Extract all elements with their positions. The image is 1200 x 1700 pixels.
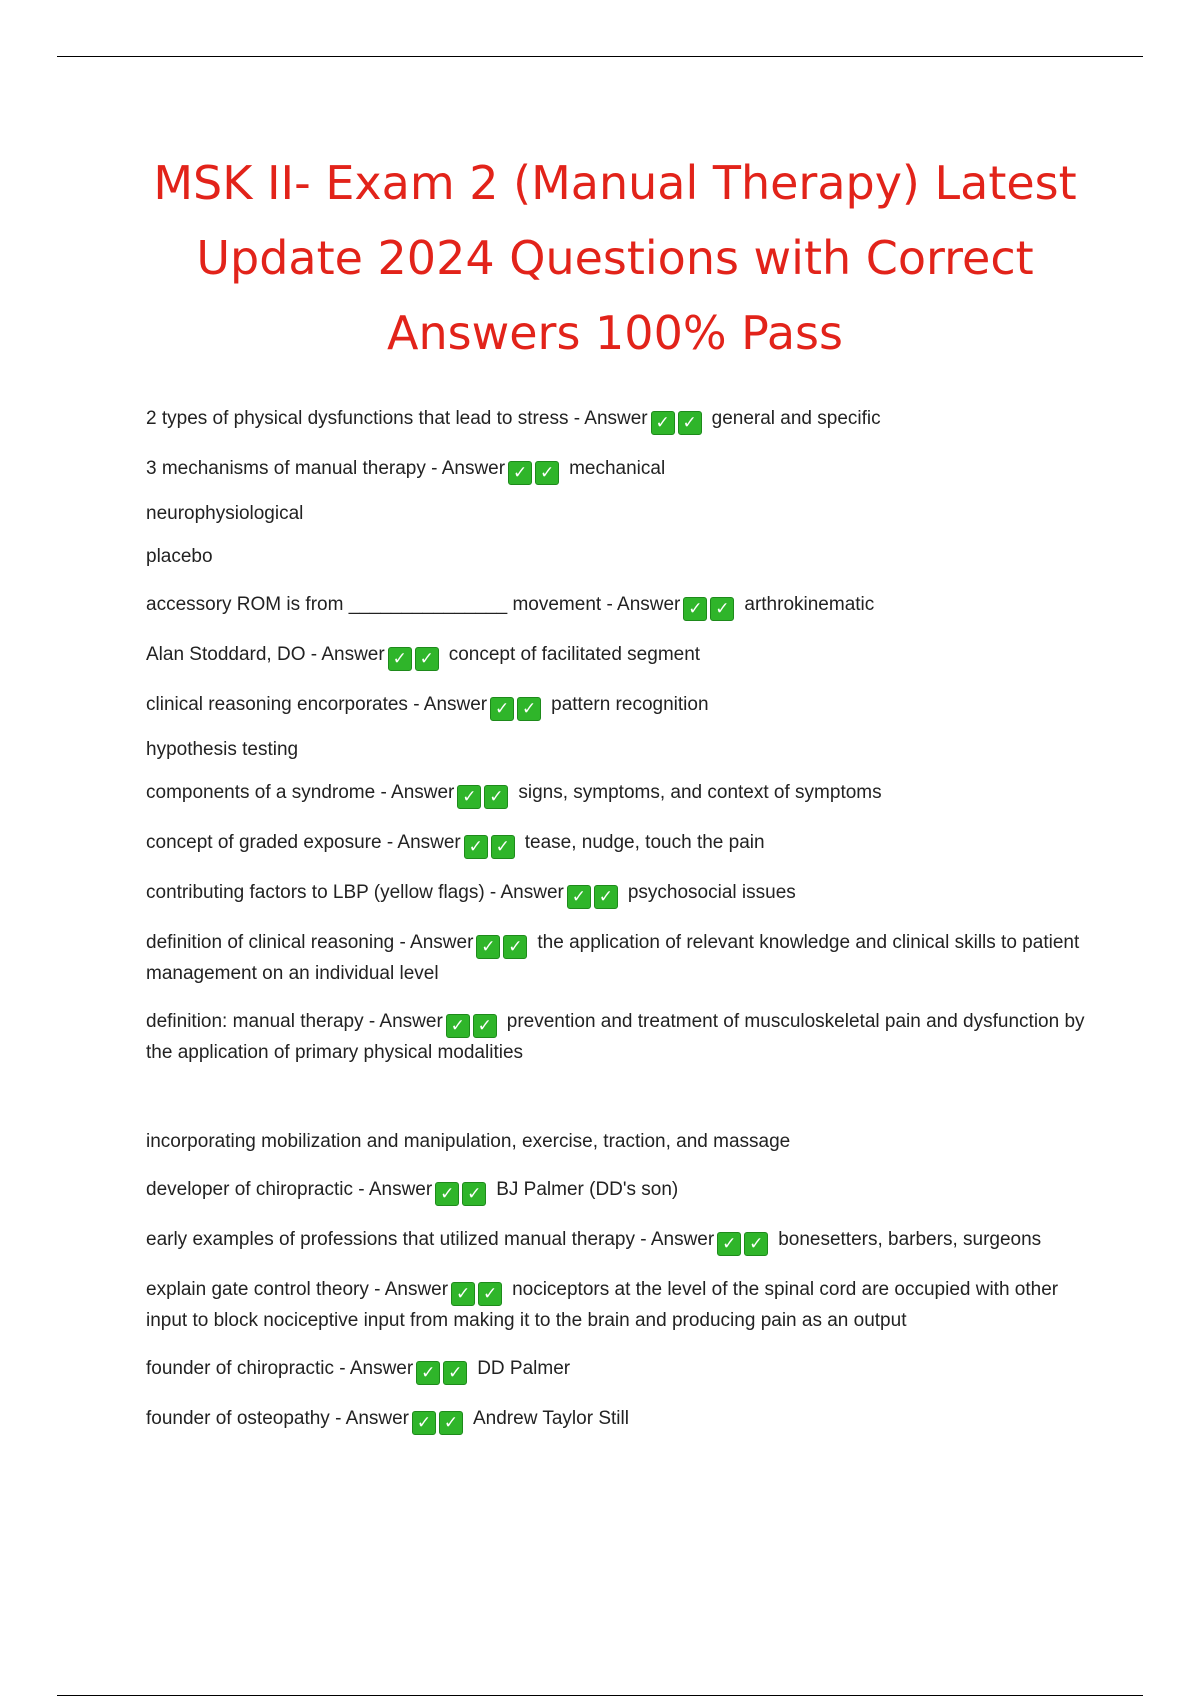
answer-label: Answer	[379, 1011, 443, 1032]
question-text: definition: manual therapy -	[146, 1011, 380, 1032]
check-mark-icon: ✓	[464, 835, 488, 859]
check-mark-icon: ✓	[594, 885, 618, 909]
answer-label: Answer	[500, 882, 564, 903]
answer-label: Answer	[650, 1229, 715, 1250]
check-mark-icon: ✓	[678, 411, 702, 435]
qa-list	[146, 385, 1091, 1435]
check-mark-icon: ✓	[491, 835, 515, 859]
answer-text: concept of facilitated segment	[448, 644, 701, 665]
answer-continuation: neurophysiological	[146, 503, 304, 524]
check-mark-icon: ✓	[443, 1361, 467, 1385]
answer-label: Answer	[617, 594, 681, 615]
qa-item	[146, 640, 1091, 671]
answer-label: Answer	[321, 644, 385, 665]
check-mark-icon: ✓	[517, 697, 541, 721]
answer-text: BJ Palmer (DD's son)	[496, 1179, 679, 1200]
check-mark-icon: ✓	[744, 1232, 768, 1256]
question-text: definition of clinical reasoning -	[146, 932, 411, 953]
answer-label: Answer	[423, 694, 488, 715]
answer-label: Answer	[384, 1279, 449, 1300]
question-text: Alan Stoddard, DO -	[146, 644, 322, 665]
top-rule	[57, 56, 1143, 57]
question-text: 2 types of physical dysfunctions that lead to stress -	[146, 408, 585, 429]
check-mark-icon: ✓	[473, 1014, 497, 1038]
check-mark-icon: ✓	[451, 1282, 475, 1306]
answer-text: DD Palmer	[477, 1358, 571, 1379]
check-mark-icon: ✓	[490, 697, 514, 721]
question-text: components of a syndrome -	[146, 782, 392, 803]
answer-continuation: hypothesis testing	[146, 739, 299, 760]
question-text: 3 mechanisms of manual therapy -	[146, 458, 442, 479]
check-mark-icon: ✓	[710, 597, 734, 621]
check-mark-icon: ✓	[484, 785, 508, 809]
check-mark-icon: ✓	[478, 1282, 502, 1306]
qa-item	[146, 1354, 1091, 1385]
document-title: MSK II- Exam 2 (Manual Therapy) Latest Update 2024 Questions with Correct Answers 100% Pass	[153, 156, 1077, 360]
qa-item	[146, 928, 1091, 988]
question-text: early examples of professions that utilized manual therapy -	[146, 1229, 651, 1250]
question-text: clinical reasoning encorporates -	[146, 694, 424, 715]
answer-text: the application of relevant knowledge and clinical skills to patient management on an individual level	[146, 932, 1080, 984]
answer-label: Answer	[397, 832, 461, 853]
answer-text: Andrew Taylor Still	[473, 1408, 629, 1429]
question-text: developer of chiropractic -	[146, 1179, 369, 1200]
answer-label: Answer	[349, 1358, 414, 1379]
qa-item	[146, 878, 1091, 909]
check-mark-icon: ✓	[717, 1232, 741, 1256]
check-mark-icon: ✓	[416, 1361, 440, 1385]
check-mark-icon: ✓	[462, 1182, 486, 1206]
answer-text: nociceptors at the level of the spinal cord are occupied with other input to block nociceptive input from making it to the brain and producing pain as an output	[146, 1279, 1059, 1331]
check-mark-icon: ✓	[435, 1182, 459, 1206]
answer-label: Answer	[368, 1179, 433, 1200]
qa-item	[146, 828, 1091, 859]
qa-item	[146, 690, 1091, 721]
check-mark-icon: ✓	[446, 1014, 470, 1038]
check-mark-icon: ✓	[439, 1411, 463, 1435]
check-mark-icon: ✓	[412, 1411, 436, 1435]
answer-text: psychosocial issues	[627, 882, 796, 903]
answer-continuation: incorporating mobilization and manipulation, exercise, traction, and massage	[146, 1131, 791, 1152]
check-mark-icon: ✓	[388, 647, 412, 671]
answer-label: Answer	[584, 408, 648, 429]
answer-text: mechanical	[569, 458, 666, 479]
answer-label: Answer	[391, 782, 455, 803]
answer-label: Answer	[345, 1408, 409, 1429]
answer-continuation: placebo	[146, 546, 213, 567]
answer-label: Answer	[410, 932, 474, 953]
qa-item	[146, 1175, 1091, 1206]
answer-text: pattern recognition	[551, 694, 709, 715]
question-text: contributing factors to LBP (yellow flags) -	[146, 882, 501, 903]
question-text: founder of osteopathy -	[146, 1408, 346, 1429]
question-text: founder of chiropractic -	[146, 1358, 350, 1379]
qa-item	[146, 404, 1091, 435]
check-mark-icon: ✓	[683, 597, 707, 621]
bottom-rule	[57, 1695, 1143, 1696]
qa-item	[146, 1404, 1091, 1435]
answer-label: Answer	[441, 458, 506, 479]
qa-item	[146, 1225, 1091, 1256]
answer-text: bonesetters, barbers, surgeons	[778, 1229, 1042, 1250]
qa-item	[146, 590, 1091, 621]
answer-text: arthrokinematic	[744, 594, 875, 615]
answer-text: tease, nudge, touch the pain	[524, 832, 765, 853]
qa-item	[146, 778, 1091, 809]
answer-text: prevention and treatment of musculoskeletal pain and dysfunction by the application of primary physical modalities	[146, 1011, 1085, 1063]
check-mark-icon: ✓	[503, 935, 527, 959]
check-mark-icon: ✓	[651, 411, 675, 435]
question-text: accessory ROM is from _______________ movement -	[146, 594, 618, 615]
question-text: concept of graded exposure -	[146, 832, 398, 853]
qa-item	[146, 1275, 1091, 1335]
qa-item	[146, 1007, 1091, 1067]
qa-item	[146, 454, 1091, 485]
check-mark-icon: ✓	[476, 935, 500, 959]
answer-text: signs, symptoms, and context of symptoms	[518, 782, 882, 803]
check-mark-icon: ✓	[457, 785, 481, 809]
question-text: explain gate control theory -	[146, 1279, 385, 1300]
check-mark-icon: ✓	[508, 461, 532, 485]
check-mark-icon: ✓	[535, 461, 559, 485]
check-mark-icon: ✓	[567, 885, 591, 909]
answer-text: general and specific	[711, 408, 881, 429]
check-mark-icon: ✓	[415, 647, 439, 671]
